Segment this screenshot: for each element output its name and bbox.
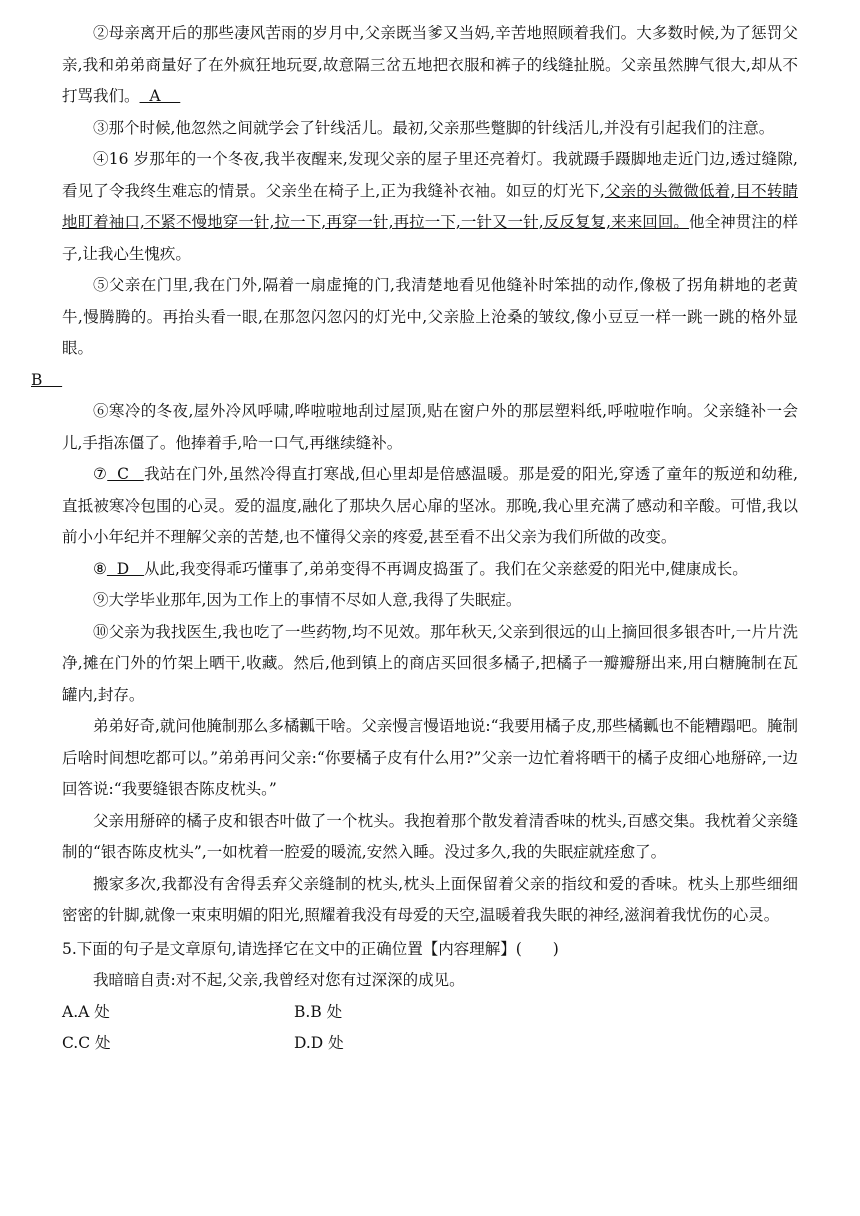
paragraph-3: ③那个时候,他忽然之间就学会了针线活儿。最初,父亲那些蹩脚的针线活儿,并没有引起我们的注意。 <box>93 118 775 137</box>
answer-options <box>62 997 798 1060</box>
underlined-sentence: 父亲的头微微低着,目不转睛地盯着袖口,不紧不慢地穿一针,拉一下,再穿一针,再拉一下,一针又一针,反反复复,来来回回。 <box>62 181 798 231</box>
paragraph-7: ⑦ C 我站在门外,虽然冷得直打寒战,但心里却是倍感温暖。那是爱的阳光,穿透了童年的叛逆和幼稚,直抵被寒冷包围的心灵。爱的温度,融化了那块久居心扉的坚冰。那晚,我心里充满了感动和辛酸。可惜,我以前小小年纪并不理解父亲的苦楚,也不懂得父亲的疼爱,甚至看不出父亲为我们所做的改变。 <box>62 459 798 554</box>
option-a[interactable]: A.A 处 <box>62 1002 110 1021</box>
blank-b: B <box>31 370 63 389</box>
paragraph-8: ⑧ D 从此,我变得乖巧懂事了,弟弟变得不再调皮捣蛋了。我们在父亲慈爱的阳光中,健康成长。 <box>62 554 798 586</box>
paragraph-2: ②母亲离开后的那些凄风苦雨的岁月中,父亲既当爹又当妈,辛苦地照顾着我们。大多数时候,为了惩罚父亲,我和弟弟商量好了在外疯狂地玩耍,故意隔三岔五地把衣服和裤子的线缝扯脱。父亲虽然脾气很大,却从不打骂我们。 A <box>62 18 798 113</box>
question-sentence: 我暗暗自责:对不起,父亲,我曾经对您有过深深的成见。 <box>93 971 465 989</box>
blank-c: C <box>107 465 144 483</box>
paragraph-4: ④16 岁那年的一个冬夜,我半夜醒来,发现父亲的屋子里还亮着灯。我就蹑手蹑脚地走近门边,透过缝隙,看见了令我终生难忘的情景。父亲坐在椅子上,正为我缝补衣袖。如豆的灯光下,父亲的头微微低着,目不转睛地盯着袖口,不紧不慢地穿一针,拉一下,再穿一针,再拉一下,一针又一针,反反复复,来来回回。他全神贯注的样子,让我心生愧疚。 <box>62 150 798 263</box>
question-stem: 5.下面的句子是文章原句,请选择它在文中的正确位置【内容理解】( ) <box>62 939 559 958</box>
option-b[interactable]: B.B 处 <box>294 1002 343 1021</box>
paragraph-12: 父亲用掰碎的橘子皮和银杏叶做了一个枕头。我抱着那个散发着清香味的枕头,百感交集。我枕着父亲缝制的“银杏陈皮枕头”,一如枕着一腔爱的暖流,安然入睡。没过多久,我的失眠症就痊愈了。 <box>62 811 798 861</box>
paragraph-11: 弟弟好奇,就问他腌制那么多橘瓤干啥。父亲慢言慢语地说:“我要用橘子皮,那些橘瓤也不能糟蹋吧。腌制后啥时间想吃都可以。”弟弟再问父亲:“你要橘子皮有什么用?”父亲一边忙着将晒干的橘子皮细心地掰碎,一边回答说:“我要缝银杏陈皮枕头。” <box>62 717 799 798</box>
paragraph-13: 搬家多次,我都没有舍得丢弃父亲缝制的枕头,枕头上面保留着父亲的指纹和爱的香味。枕头上那些细细密密的针脚,就像一束束明媚的阳光,照耀着我没有母爱的天空,温暖着我失眠的神经,滋润着我忧伤的心灵。 <box>62 874 798 924</box>
paragraph-9: ⑨大学毕业那年,因为工作上的事情不尽如人意,我得了失眠症。 <box>93 591 522 609</box>
paragraph-5: ⑤父亲在门里,我在门外,隔着一扇虚掩的门,我清楚地看见他缝补时笨拙的动作,像极了拐角耕地的老黄牛,慢腾腾的。再抬头看一眼,在那忽闪忽闪的灯光中,父亲脸上沧桑的皱纹,像小豆豆一样一跳一跳的格外显眼。 B <box>62 270 798 396</box>
blank-a: A <box>139 87 181 105</box>
paragraph-6: ⑥寒冷的冬夜,屋外冷风呼啸,哗啦啦地刮过屋顶,贴在窗户外的那层塑料纸,呼啦啦作响。父亲缝补一会儿,手指冻僵了。他捧着手,哈一口气,再继续缝补。 <box>62 402 798 452</box>
option-d[interactable]: D.D 处 <box>294 1034 344 1052</box>
blank-d: D <box>106 559 144 578</box>
option-c[interactable]: C.C 处 <box>62 1034 111 1052</box>
paragraph-10: ⑩父亲为我找医生,我也吃了一些药物,均不见效。那年秋天,父亲到很远的山上摘回很多银杏叶,一片片洗净,摊在门外的竹架上晒干,收藏。然后,他到镇上的商店买回很多橘子,把橘子一瓣瓣掰出来,用白糖腌制在瓦罐内,封存。 <box>62 622 798 704</box>
